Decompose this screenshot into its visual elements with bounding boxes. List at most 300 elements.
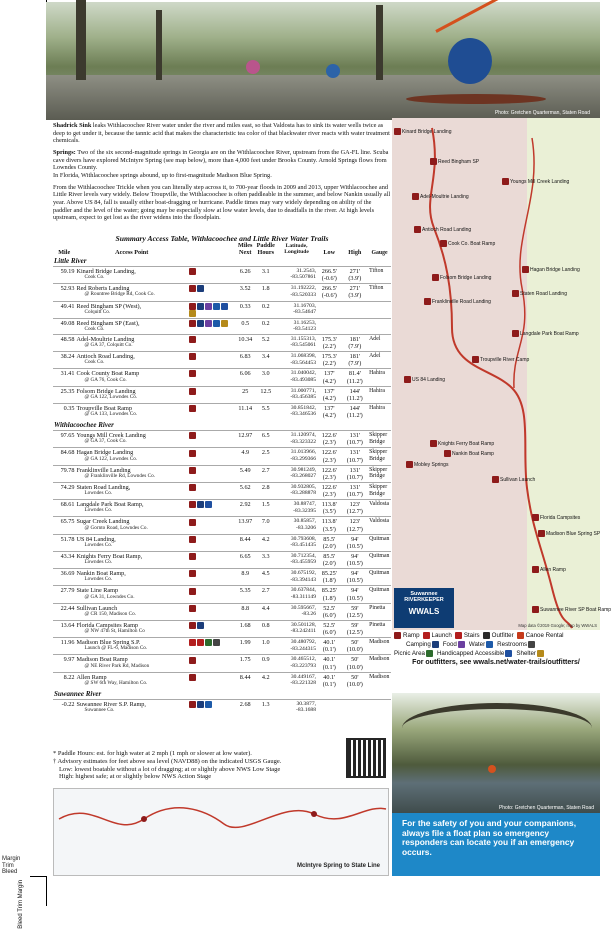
miles-next-cell: 5.35 [235,586,255,603]
legend-ramp [394,632,420,639]
high-cell: 144' (11.2') [342,403,369,420]
longitude: -83.268027 [290,473,317,480]
high-cell: 131' (10.7') [342,465,369,482]
legend-label: Food [442,641,457,648]
river-photo [392,693,600,813]
map-location-label[interactable] [444,450,494,457]
table-row [53,699,391,715]
low-cell [317,386,342,403]
amenity-icons [188,352,235,369]
access-location: @ GA 37, Cook Co. [84,438,127,445]
amenity-icons [188,551,235,568]
high-cell: 271' (3.9') [342,284,369,301]
low-stage: (2.0') [322,542,336,550]
access-name: Allen Ramp [76,673,107,681]
mile-cell: 31.41 [53,369,75,386]
intro-text-span: leaks Withlacoochee River water under the river and miles east, so that Valdosta has to sink its water wells twice as deep to get under it, because the tannic acid that makes the characteristic tea color of that blackwater river reacts with water treatment chemicals. [53,122,390,145]
low-value: 175.3' [321,353,337,361]
access-point-cell [75,517,187,534]
map-location-text: Kinard Bridge Landing [402,128,452,135]
latlon-cell [276,369,317,386]
mile-cell: 36.69 [53,569,75,586]
access-location: @ NE River Park Rd, Madison [84,662,150,669]
paddle-hours-cell: 6.5 [255,431,276,448]
shelter-icon [189,310,196,317]
table-row [53,569,391,586]
latitude: 30.595667, [290,604,317,611]
gauge-cell: Skipper Bridge [368,482,391,499]
miles-next-cell: 11.14 [235,403,255,420]
mile-cell: 0.35 [53,403,75,420]
latlon-cell [276,620,317,637]
map-location-text: Suwannee River SP Boat Ramp [540,606,611,613]
latitude: 30.465512, [290,656,317,663]
mile-cell: 48.58 [53,334,75,351]
amenity-icons [188,699,235,715]
access-point-cell [75,301,187,318]
legend-label: Shelter [516,650,536,657]
map-legend [392,630,600,694]
food-icon [205,320,212,327]
latitude: 30.981249, [290,466,317,473]
access-location: Lowndes Co. [84,559,113,566]
river-map[interactable] [392,118,611,630]
access-location: @ GA 76, Cook Co. [84,376,127,383]
access-point-cell [75,369,187,386]
legend-shelter [516,650,545,657]
latitude: 31.155313, [290,335,317,342]
trim-mark-left [30,876,46,877]
ramp-icon [189,303,196,310]
low-value: 122.6' [321,466,337,474]
gauge-cell: Madison [368,655,391,672]
picnic-icon [426,650,433,657]
high-cell: 181' (7.9') [342,352,369,369]
food-icon [458,641,465,648]
map-location-label[interactable] [532,514,580,521]
amenity-icons [188,431,235,448]
access-location: @ GA 122, Lowndes Co. [84,393,138,400]
gauge-cell: Valdosta [368,517,391,534]
map-location-label[interactable] [512,290,567,297]
paddle-hours-cell: 2.5 [255,448,276,465]
access-name: Staten Road Landing, [76,483,131,491]
access-name: Nankin Boat Ramp, [76,570,126,578]
mile-cell: 97.65 [53,431,75,448]
low-stage: (-0.6') [321,275,337,283]
access-location: @ CR 150, Madison Co. [84,610,136,617]
ramp-icon [189,467,196,474]
footnote-advisory: † Advisory estimates for feet above sea level (NAVD88) on the indicated USGS Gauge. [53,757,282,765]
gauge-cell: Madison [368,638,391,655]
access-location: @ GA 133, Lowndes Co. [84,411,138,418]
map-location-label[interactable] [414,226,471,233]
col-high: High [348,248,362,256]
map-location-label[interactable] [432,274,491,281]
ramp-icon [492,476,499,483]
legend-label: Outfitter [491,632,514,639]
low-stage: (3.5') [322,508,336,516]
paddle-hours-cell: 2.7 [255,465,276,482]
access-point-cell [75,500,187,517]
map-location-label[interactable] [404,376,445,383]
access-point-cell [75,672,187,689]
mile-cell: 52.93 [53,284,75,301]
access-name: Adel-Moultrie Landing [76,335,135,343]
latitude: 30.637844, [290,587,317,594]
gauge-cell: Pinetta [368,603,391,620]
water-icon [213,320,220,327]
picnic-icon [205,639,212,646]
access-name: Youngs Mill Creek Landing [76,432,146,440]
low-cell [317,267,342,284]
high-cell: 50' (10.0') [342,638,369,655]
legend-row [394,641,598,648]
ramp-icon [430,440,437,447]
map-location-text: Troupville River Camp [480,356,530,363]
access-name: Troupville Boat Ramp [76,404,132,412]
map-location-label[interactable] [394,128,451,135]
table-row [53,369,391,386]
map-location-text: Reed Bingham SP [438,158,480,165]
tree-trunk [76,0,86,80]
longitude: -83.451435 [290,542,317,549]
map-location-label[interactable] [430,158,479,165]
stairs-icon [189,639,196,646]
amenity-icons [188,465,235,482]
amenity-icons [188,403,235,420]
mile-cell: 49.08 [53,318,75,334]
high-cell: 123' (12.7') [342,500,369,517]
access-name: US 84 Landing, [76,535,116,543]
low-stage: (1.8') [322,577,336,585]
ramp-icon [189,674,196,681]
shelter-icon [221,320,228,327]
low-cell [317,620,342,637]
longitude: -83.346536 [290,411,317,418]
access-location: @ GA 37, Colquitt Co. [84,342,133,349]
launch-icon [423,632,430,639]
table-row [53,465,391,482]
access-point-cell [75,586,187,603]
ramp-icon [472,356,479,363]
ramp-icon [189,388,196,395]
paddle-hours-cell: 7.0 [255,517,276,534]
miles-next-cell: 2.92 [235,500,255,517]
miles-next-cell: 6.65 [235,551,255,568]
low-stage: (0.1') [322,680,336,688]
low-stage: (4.2') [322,377,336,385]
access-location: Cook Co. [84,274,105,281]
latitude: 31.192222, [290,285,317,292]
map-location-label[interactable] [512,330,579,337]
gauge-cell: Quitman [368,586,391,603]
gauge-cell [368,699,391,715]
table-row [53,334,391,351]
low-stage: (2.0') [322,560,336,568]
longitude: -83.455959 [290,559,317,566]
mile-cell: 74.29 [53,482,75,499]
table-row [53,517,391,534]
low-cell [317,534,342,551]
latlon-cell [276,284,317,301]
riverkeeper-label: Suwannee RIVERKEEPER [404,591,444,603]
gauge-cell: Skipper Bridge [368,465,391,482]
low-cell [317,301,342,318]
amenity-icons [188,672,235,689]
low-stage: (2.2') [322,360,336,368]
table-header-row [53,243,391,256]
gauge-cell: Adel [368,334,391,351]
access-name: Hagan Bridge Landing [76,449,134,457]
ramp-icon [404,376,411,383]
kayaker [488,765,496,773]
kayak [406,94,546,104]
ramp-icon [394,632,401,639]
access-name: Folsom Bridge Landing [76,387,136,395]
legend-water [469,641,494,648]
latitude: 30.3877, [296,700,317,707]
high-cell: 59' (12.5') [342,603,369,620]
map-location-text: Youngs Mill Creek Landing [510,178,570,185]
access-name: Madison Boat Ramp [76,656,128,664]
low-cell [317,352,342,369]
ramp-icon [522,266,529,273]
gauge-cell: Adel [368,352,391,369]
footnotes [53,750,343,781]
map-location-label[interactable] [440,240,495,247]
ramp-icon [189,570,196,577]
ramp-icon [532,606,539,613]
access-name: Red Roberts Landing [76,285,130,293]
low-value: 85.25' [321,570,337,578]
latlon-cell [276,500,317,517]
map-location-label[interactable] [538,530,601,537]
paddle-hours-cell: 3.4 [255,352,276,369]
miles-next-cell: 25 [235,386,255,403]
high-cell: 94' (10.5') [342,569,369,586]
map-location-text: US 84 Landing [412,376,446,383]
latitude: 30.851842, [290,404,317,411]
access-name: Langdale Park Boat Ramp, [76,501,144,509]
gauge-cell: Quitman [368,569,391,586]
low-value: 122.6' [321,449,337,457]
intro-paragraph: From the Withlacoochee Trickle when you can literally step across it, to 700-year floods in 2009 and 2013, upper Withlacoochee and Little River levels vary widely. Below Troupville, the Withlacoochee is often paddleable in the summer, and below Nankin usually all year. Above US 84, fall is usually either boat-dragging or hurricane. Paddle times may vary widely depending on ability of the paddler and the level of the water; going may be especially slow at low water levels, due to deadfalls in the river. At high levels upstream, expect to get lost as the river widens into the floodplain. [53,183,391,222]
amenity-icons [188,386,235,403]
high-cell: 81.4' (11.2') [342,369,369,386]
legend-label: Restrooms [497,641,528,648]
outfitters-link[interactable]: For outfitters, see wwals.net/water-trails/outfitters/ [412,659,580,666]
miles-next-cell: 1.75 [235,655,255,672]
miles-next-cell: 10.34 [235,334,255,351]
low-cell [317,369,342,386]
latitude: 31.013966, [290,449,317,456]
table-row [53,551,391,568]
paddle-hours-cell: 0.8 [255,620,276,637]
access-location: @ Rountree Bridge Rd, Cook Co. [84,291,155,298]
intro-text [53,122,391,226]
safety-notice: For the safety of you and your companions, always file a float plan so emergency responders can locate you if an emergency occurs. [392,813,600,876]
mile-cell: 49.41 [53,301,75,318]
map-location-text: Adel-Moultrie Landing [420,193,469,200]
mile-cell: -0.22 [53,699,75,715]
high-cell: 271' (3.9') [342,267,369,284]
legend-stairs [455,632,480,639]
map-location-label[interactable] [424,298,491,305]
latitude: 31.068398, [290,353,317,360]
ramp-icon [189,320,196,327]
ramp-icon [189,405,196,412]
miles-next-cell: 6.06 [235,369,255,386]
map-location-text: Allen Ramp [540,566,566,573]
low-value: 85.5' [323,552,336,560]
paddle-hours-cell: 1.0 [255,638,276,655]
low-cell [317,603,342,620]
amenity-icons [188,500,235,517]
access-name: Cook County Boat Ramp [76,370,140,378]
water-icon [213,303,220,310]
access-point-cell [75,267,187,284]
longitude: -83.311149 [290,593,317,600]
legend-row [394,650,598,657]
access-name: Madison Blue Spring S.P. [76,639,141,647]
qr-code[interactable] [346,738,386,778]
ramp-icon [502,178,509,185]
low-stage: (6.0') [322,611,336,619]
access-point-cell [75,603,187,620]
map-location-label[interactable] [532,606,611,613]
ramp-icon [189,484,196,491]
paddle-hours-cell: 1.3 [255,699,276,715]
map-location-label[interactable] [522,266,580,273]
col-paddle-hours: Paddle Hours [256,242,275,256]
ramp-icon [424,298,431,305]
latitude: 30.932805, [290,483,317,490]
access-name: Antioch Road Landing, [76,353,135,361]
map-location-label[interactable] [492,476,535,483]
table-row [53,534,391,551]
map-location-text: Nankin Boat Ramp [452,450,494,457]
access-location: @ NW 47th St, Hamilton Co [84,628,145,635]
map-location-label[interactable] [412,193,469,200]
mile-cell: 11.96 [53,638,75,655]
table-row [53,638,391,655]
access-name: Florida Campsites Ramp [76,621,139,629]
rest-icon [213,639,220,646]
low-stage: (2.3') [322,473,336,481]
low-stage: (6.0') [322,629,336,637]
access-point-cell [75,318,187,334]
table-title: Summary Access Table, Withlacoochee and Little River Water Trails [115,234,329,243]
table-row [53,352,391,369]
low-value: 175.3' [321,335,337,343]
paddle-hours-cell: 1.5 [255,500,276,517]
gauge-cell: Quitman [368,534,391,551]
map-location-label[interactable] [532,566,566,573]
amenity-icons [188,448,235,465]
map-location-text: Sullivan Launch [500,476,536,483]
wwals-label: WWALS [408,607,440,616]
low-cell [317,284,342,301]
mile-cell: 13.64 [53,620,75,637]
map-location-label[interactable] [502,178,569,185]
mile-cell: 9.97 [53,655,75,672]
ramp-icon [538,530,545,537]
low-cell [317,551,342,568]
access-point-cell [75,569,187,586]
col-gauge: Gauge [371,249,388,256]
longitude: -83.221328 [290,680,317,687]
longitude: -83.507861 [290,274,317,281]
latlon-cell [276,403,317,420]
col-latlon: Latitude, Longitude [284,243,309,256]
table-row [53,386,391,403]
low-value: 137' [324,387,335,395]
table-row [53,448,391,465]
low-value: 40.1' [323,639,336,647]
access-name: Franklinville Landing [76,466,131,474]
map-location-text: Knights Ferry Boat Ramp [438,440,495,447]
low-stage: (0.1') [322,646,336,654]
legend-label: Canoe Rental [525,632,564,639]
ramp-icon [189,432,196,439]
ramp-icon [189,285,196,292]
access-table [53,243,391,715]
paddle-hours-cell: 12.5 [255,386,276,403]
latitude: 30.501128, [291,621,317,628]
map-location-label[interactable] [472,356,529,363]
map-location-text: Cook Co. Boat Ramp [448,240,496,247]
footnote-low: Low: lowest boatable without a lot of dragging; at or slightly above NWS Low Stage [59,765,281,773]
gauge-cell: Tifton [368,284,391,301]
table-row [53,655,391,672]
miles-next-cell: 3.52 [235,284,255,301]
legend-handicapped [437,650,513,657]
gauge-cell: Pinetta [368,620,391,637]
low-value: 266.5' [321,268,337,276]
miles-next-cell: 1.68 [235,620,255,637]
access-point-cell [75,284,187,301]
map-location-text: Hagan Bridge Landing [530,266,580,273]
paddle-hours-cell: 1.8 [255,284,276,301]
low-stage: (4.2') [322,394,336,402]
riverkeeper-badge [394,588,454,628]
ramp-icon [189,588,196,595]
paddle-hours-cell: 5.2 [255,334,276,351]
water-icon [205,701,212,708]
low-stage: (0.1') [322,663,336,671]
map-location-label[interactable] [406,461,448,468]
access-location: Lowndes Co. [84,576,113,583]
low-value: 122.6' [321,432,337,440]
low-value: 137' [324,370,335,378]
map-location-text: Antioch Road Landing [422,226,472,233]
map-location-label[interactable] [430,440,494,447]
ramp-icon [189,622,196,629]
access-location: Cook Co. [84,359,105,366]
hand-icon [205,501,212,508]
ramp-icon [532,514,539,521]
gauge-cell: Hahira [368,369,391,386]
ramp-icon [512,290,519,297]
latlon-cell [276,603,317,620]
section-title: Withlacoochee River [54,421,114,430]
access-location: Cook Co. [84,325,105,332]
low-value: 52.5' [323,621,336,629]
access-point-cell [75,448,187,465]
low-value: 52.5' [323,604,336,612]
legend-row [394,632,598,639]
